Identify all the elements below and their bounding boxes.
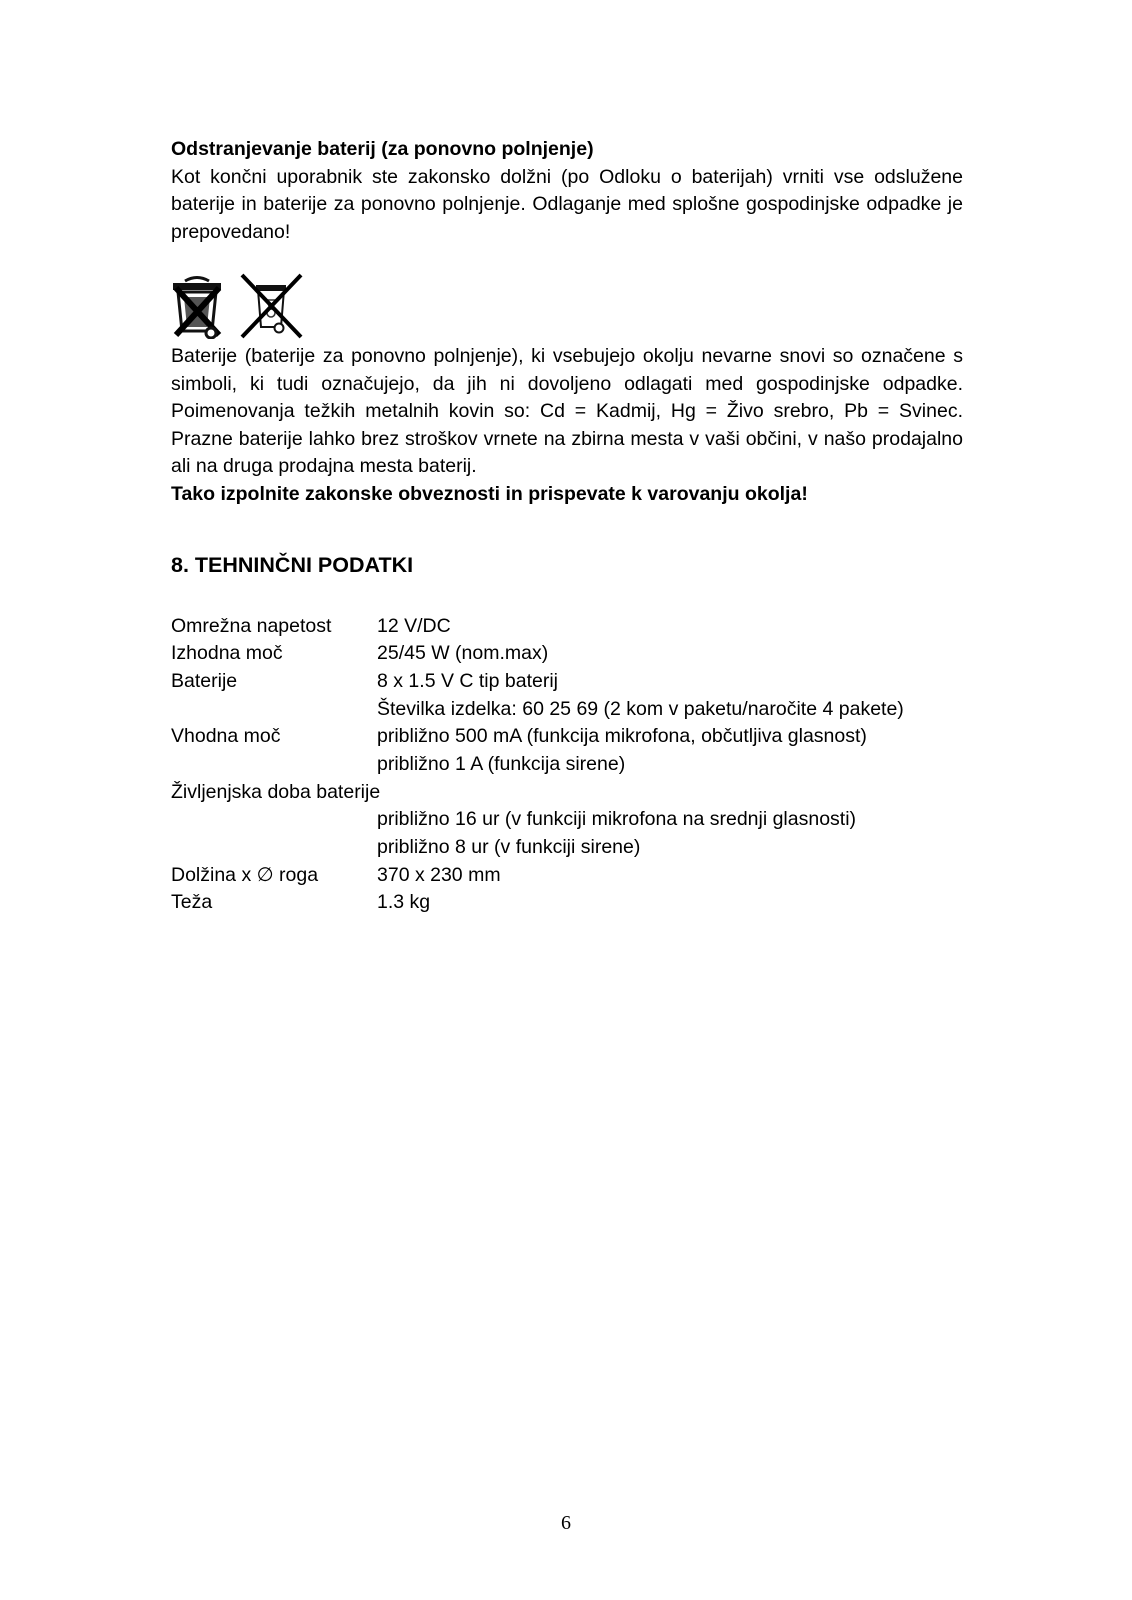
table-row — [171, 834, 904, 862]
spec-label — [171, 751, 377, 779]
spec-value: Številka izdelka: 60 25 69 (2 kom v paketu/naročite 4 pakete) — [377, 697, 904, 720]
crossed-out-wheelie-bin-icon — [239, 273, 305, 339]
spec-value: približno 1 A (funkcija sirene) — [377, 752, 626, 775]
spec-value: 12 V/DC — [377, 614, 451, 637]
spec-value: 8 x 1.5 V C tip baterij — [377, 669, 559, 692]
crossed-out-bin-icon — [171, 273, 227, 339]
page-number: 6 — [561, 1512, 571, 1534]
spec-label: Teža — [171, 891, 213, 914]
disposal-paragraph-1: Kot končni uporabnik ste zakonsko dolžni (po Odloku o baterijah) vrniti vse odslužene baterije in baterije za ponovno polnjenje. Odlaganje med splošne gospodinjske odpadke je prepovedano! — [171, 165, 963, 243]
spec-value: 25/45 W (nom.max) — [377, 642, 549, 665]
spec-label: Omrežna napetost — [171, 614, 332, 637]
page-content — [171, 136, 963, 917]
disposal-closing: Tako izpolnite zakonske obveznosti in prispevate k varovanju okolja! — [171, 482, 808, 505]
table-row — [171, 862, 904, 890]
spec-value: približno 8 ur (v funkciji sirene) — [377, 836, 641, 858]
section-title-technical-data: 8. TEHNINČNI PODATKI — [171, 553, 414, 577]
spec-label — [171, 834, 377, 862]
table-row — [171, 613, 904, 641]
table-row — [171, 889, 904, 917]
spec-label: Dolžina x ∅ roga — [171, 863, 319, 886]
table-row — [171, 751, 904, 779]
disposal-heading: Odstranjevanje baterij (za ponovno polnjenje) — [171, 138, 594, 160]
spec-label: Vhodna moč — [171, 725, 281, 748]
table-row — [171, 779, 904, 807]
spec-value: 1.3 kg — [377, 891, 431, 914]
table-row — [171, 640, 904, 668]
disposal-symbols — [171, 273, 963, 339]
spec-label — [171, 696, 377, 724]
spec-value: 370 x 230 mm — [377, 863, 501, 886]
table-row — [171, 668, 904, 696]
spec-label: Baterije — [171, 669, 238, 692]
spec-label: Življenjska doba baterije — [171, 780, 381, 803]
table-row — [171, 696, 904, 724]
table-row — [171, 723, 904, 751]
spec-value: približno 500 mA (funkcija mikrofona, občutljiva glasnost) — [377, 725, 867, 748]
disposal-paragraph-2: Baterije (baterije za ponovno polnjenje), ki vsebujejo okolju nevarne snovi so označene s simboli, ki tudi označujejo, da jih ni dovoljeno odlagati med gospodinjske odpadke. Poimenovanja težkih metalnih kovin so: Cd = Kadmij, Hg = Živo srebro, Pb = Svinec. Prazne baterije lahko brez stroškov vrnete na zbirna mesta v vaši občini, v našo prodajalno ali na druga prodajna mesta baterij. — [171, 345, 963, 477]
specs-table — [171, 613, 904, 918]
spec-label: Izhodna moč — [171, 642, 283, 665]
spec-label — [171, 806, 377, 834]
spec-value: približno 16 ur (v funkciji mikrofona na srednji glasnosti) — [377, 808, 857, 831]
table-row — [171, 806, 904, 834]
